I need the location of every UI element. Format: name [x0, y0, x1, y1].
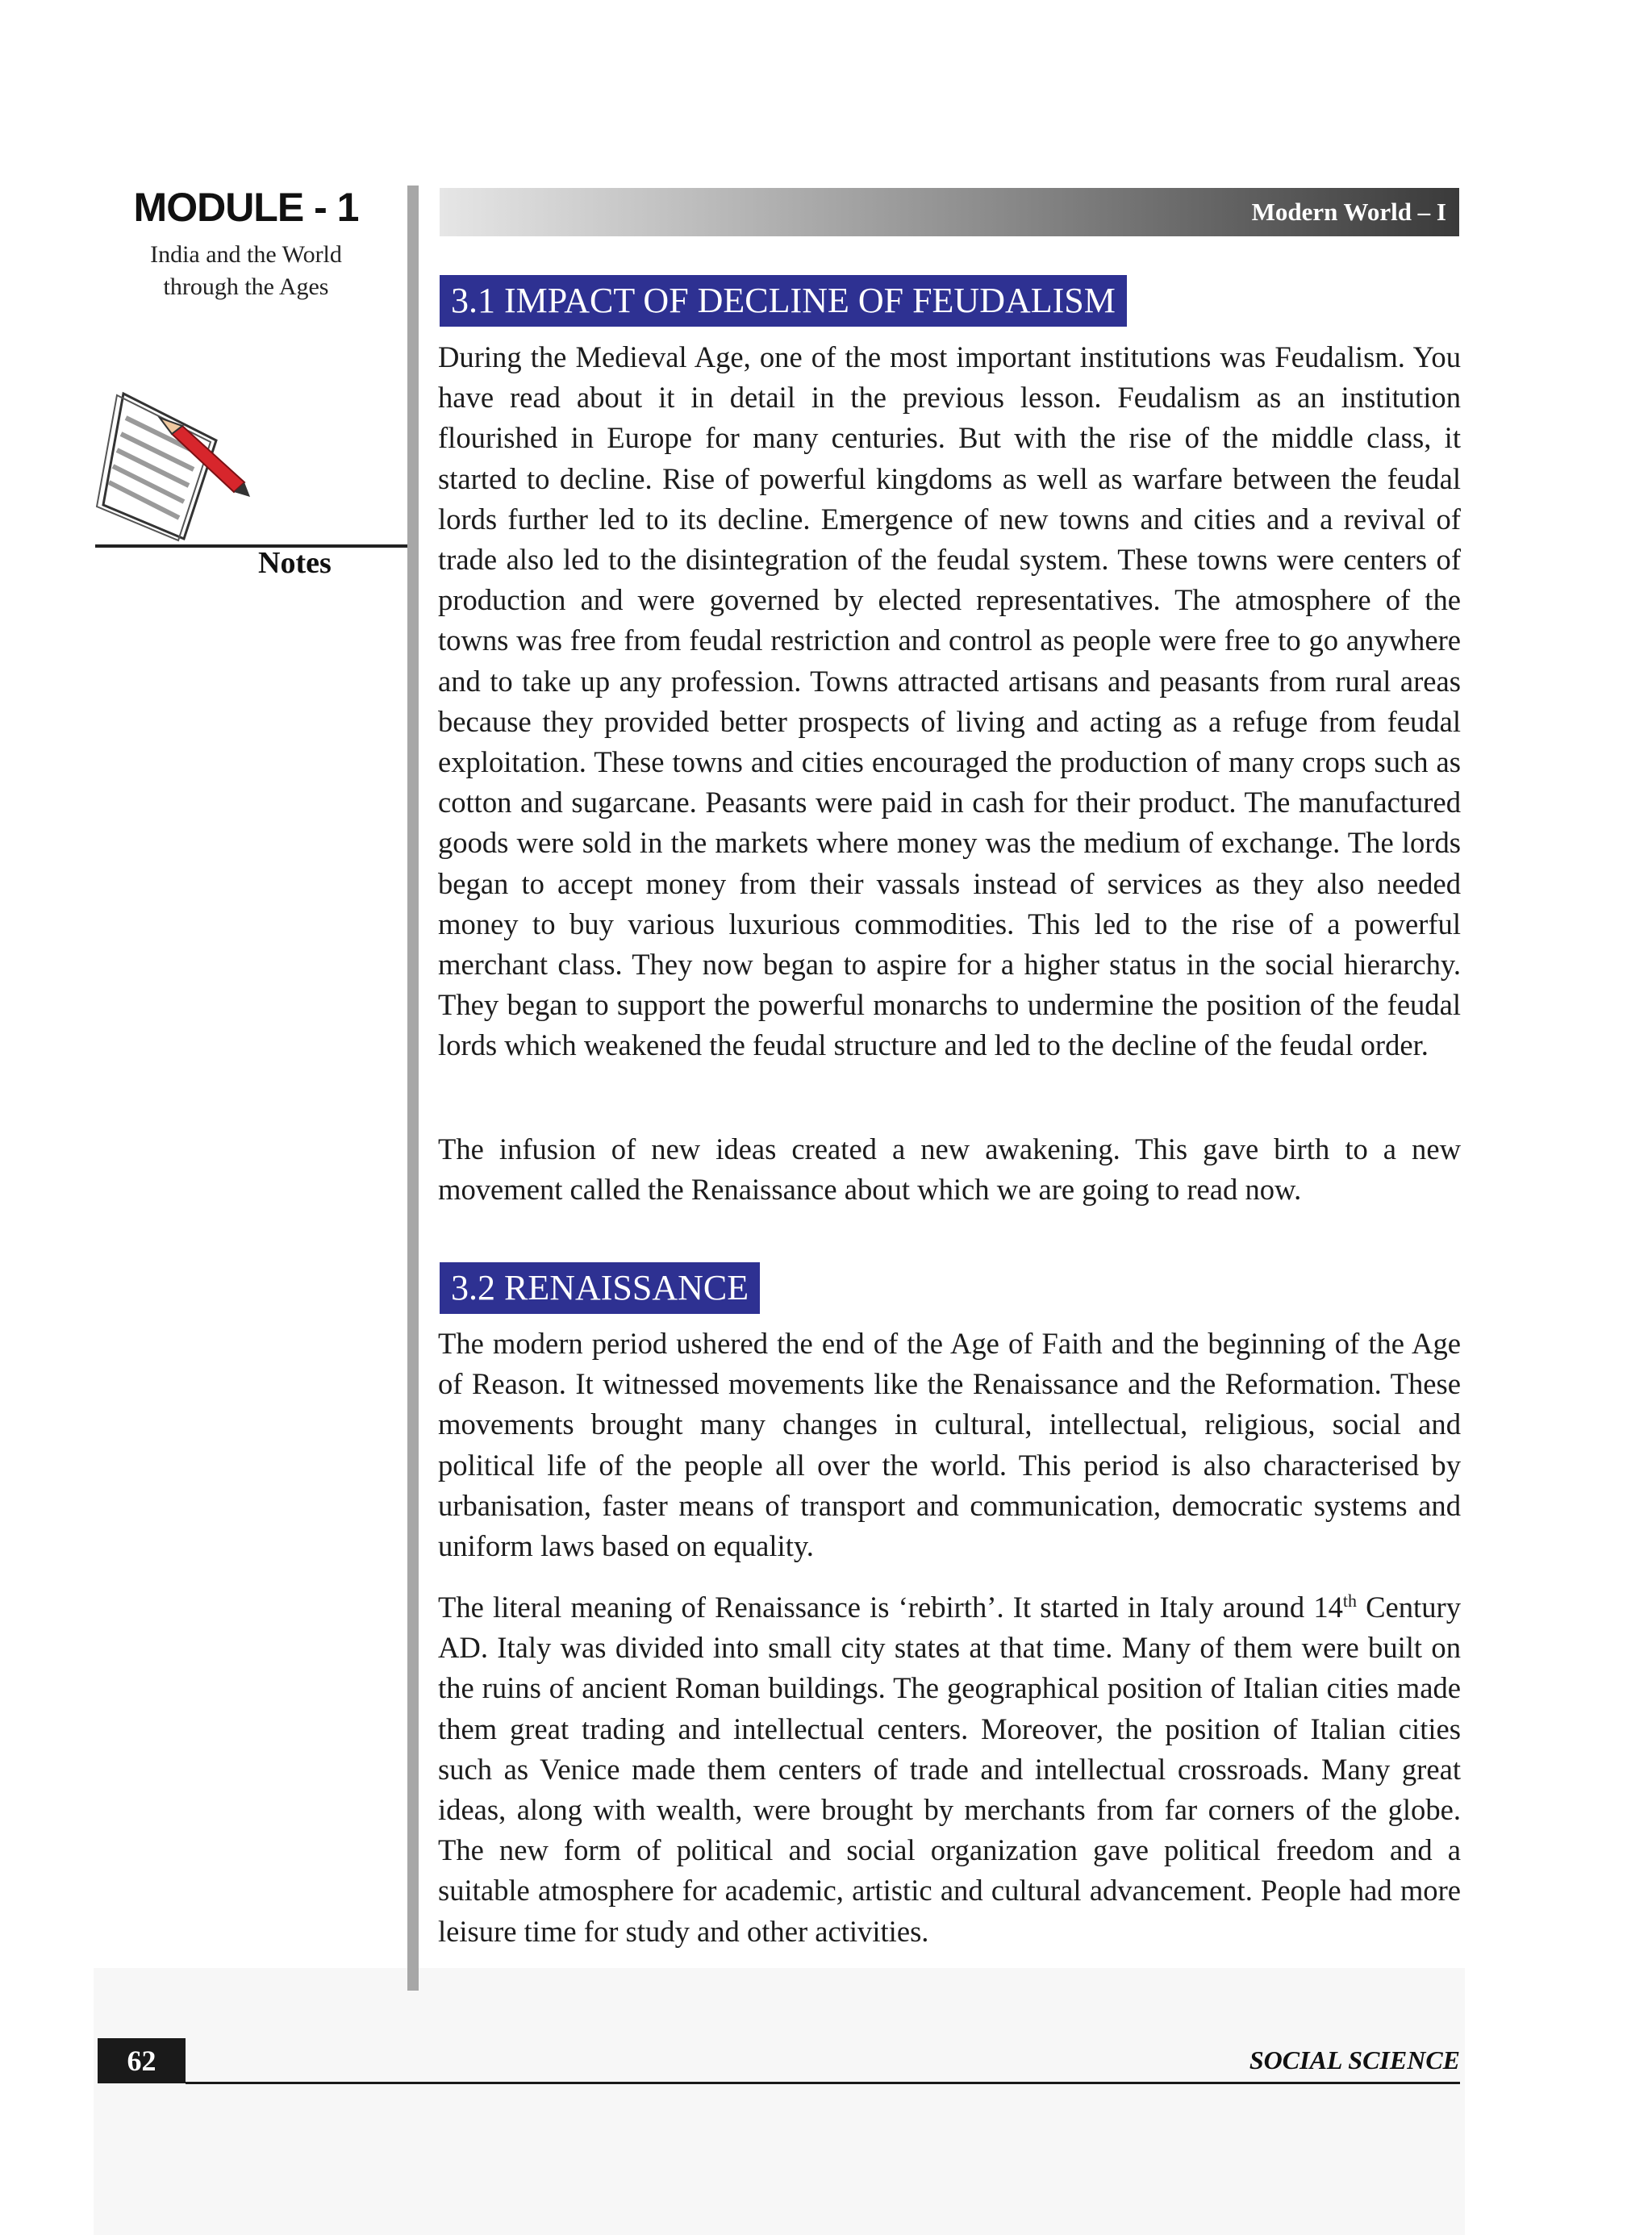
notes-divider [95, 544, 411, 548]
ordinal-superscript: th [1342, 1590, 1357, 1611]
section-heading-3-2: 3.2 RENAISSANCE [440, 1262, 760, 1314]
page-number: 62 [98, 2038, 186, 2083]
notes-label: Notes [258, 546, 332, 580]
notepad-with-pen-icon [95, 386, 257, 547]
running-header [440, 188, 1459, 236]
paragraph-text-start: The literal meaning of Renaissance is ‘rebirth’. It started in Italy around 14 [438, 1591, 1343, 1624]
section-3-1-paragraph-1: During the Medieval Age, one of the most important institutions was Feudalism. You have read about it in detail in the previous lesson. Feudalism as an institution flourished in Europe for many centuries. But with the rise of the middle class, it started to decline. Rise of powerful kingdoms as well as warfare between the feudal lords further led to its decline. Emergence of new towns and cities and a revival of trade also led to the disintegration of the feudal system. These towns were centers of production and were governed by elected representatives. The atmosphere of the towns was free from feudal restriction and control as people were free to go anywhere and to take up any profession. Towns attracted artisans and peasants from rural areas because they provided better prospects of living and acting as a refuge from feudal exploitation. These towns and cities encouraged the production of many crops such as cotton and sugarcane. Peasants were paid in cash for their product. The manufactured goods were sold in the markets where money was the medium of exchange. The lords began to accept money from their vassals instead of services as they also needed money to buy various luxurious commodities. This led to the rise of a powerful merchant class. They now began to aspire for a higher status in the social hierarchy. They began to support the powerful monarchs to undermine the position of the feudal lords which weakened the feudal structure and led to the decline of the feudal order. [438, 340, 1461, 1062]
module-subtitle-line1: India and the World [150, 241, 342, 268]
footer-subject: SOCIAL SCIENCE [1249, 2045, 1460, 2074]
paragraph-text-end: Century AD. Italy was divided into small city states at that time. Many of them were built on the ruins of ancient Roman buildings. The geographical position of Italian cities made them great trading and intellectual centers. Moreover, the position of Italian cities such as Venice made them centers of trade and intellectual crossroads. Many great ideas, along with wealth, were brought by merchants from far corners of the globe. The new form of political and social organization gave political freedom and a suitable atmosphere for academic, artistic and cultural advancement. People had more leisure time for study and other activities. [438, 1591, 1461, 1948]
page-bottom-shade [94, 1968, 1465, 2235]
margin-bar [407, 186, 419, 1991]
section-3-2-paragraph-2 [438, 1587, 1461, 1952]
section-3-1-paragraph-2: The infusion of new ideas created a new awakening. This gave birth to a new movement called the Renaissance about which we are going to read now. [438, 1132, 1461, 1207]
running-header-title: Modern World – I [1251, 198, 1446, 226]
module-title: MODULE - 1 [133, 185, 359, 230]
section-heading-3-1: 3.1 IMPACT OF DECLINE OF FEUDALISM [440, 275, 1127, 327]
module-subtitle [129, 239, 363, 303]
footer-rule [186, 2082, 1460, 2084]
section-3-2-paragraph-1: The modern period ushered the end of the Age of Faith and the beginning of the Age of Reason. It witnessed movements like the Renaissance and the Reformation. These movements brought many changes in cultural, intellectual, religious, social and political life of the people all over the world. This period is also characterised by urbanisation, faster means of transport and communication, democratic systems and uniform laws based on equality. [438, 1327, 1461, 1563]
module-subtitle-line2: through the Ages [163, 273, 329, 300]
